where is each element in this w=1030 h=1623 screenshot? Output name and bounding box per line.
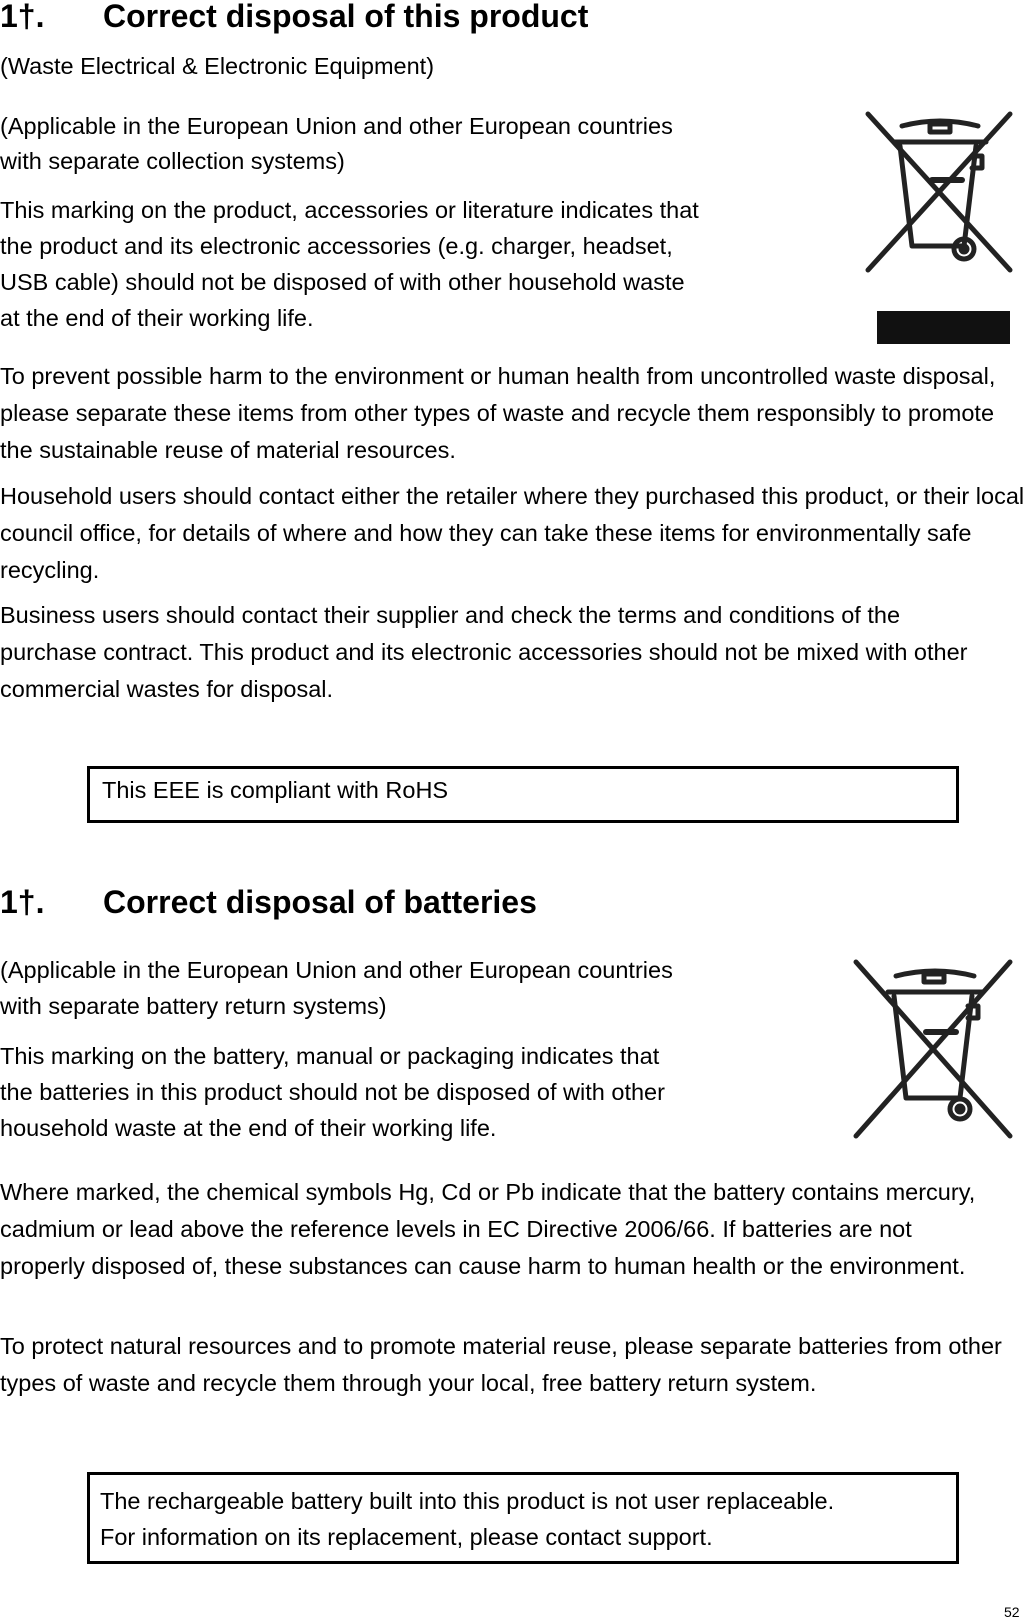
section-1-number: 1†. [0,0,45,34]
section-1-household-paragraph: Household users should contact either the retailer where they purchased this product, or their local council office, for details of where and how they can take these items for environmentally safe recycling. [0,483,1025,583]
weee-bar [877,311,1010,344]
section-1-applicable-line-2: with separate collection systems) [0,148,345,174]
section-2-marking-line-2: the batteries in this product should not be disposed of with other [0,1079,665,1105]
section-1-marking-line-3: USB cable) should not be disposed of with other household waste [0,269,685,295]
section-2-applicable-line-2: with separate battery return systems) [0,993,387,1019]
section-2-marking-line-1: This marking on the battery, manual or packaging indicates that [0,1043,660,1069]
section-1-marking-line-2: the product and its electronic accessories (e.g. charger, headset, [0,233,673,259]
section-2-heading [0,884,537,920]
section-2-applicable-line-1: (Applicable in the European Union and other European countries [0,957,673,983]
page-number: 52 [1004,1604,1020,1620]
section-1-applicable-line-1: (Applicable in the European Union and other European countries [0,113,673,139]
battery-note-line-1: The rechargeable battery built into this product is not user replaceable. [100,1488,835,1514]
section-1-marking-line-1: This marking on the product, accessories or literature indicates that [0,197,699,223]
section-2-marking-line-3: household waste at the end of their working life. [0,1115,497,1141]
rohs-note-text: This EEE is compliant with RoHS [102,777,449,803]
section-2-chemical-paragraph: Where marked, the chemical symbols Hg, Cd or Pb indicate that the battery contains mercury, cadmium or lead above the reference levels in EC Directive 2006/66. If batteries are not properly disposed of, these substances can cause harm to human health or the environment. [0,1179,976,1279]
section-2-title: Correct disposal of batteries [103,884,537,920]
section-2-protect-paragraph: To protect natural resources and to promote material reuse, please separate batteries from other types of waste and recycle them through your local, free battery return system. [0,1333,1002,1396]
section-1-heading [0,0,588,34]
section-2-number: 1†. [0,884,45,920]
section-1-title: Correct disposal of this product [103,0,589,34]
section-1-subtitle: (Waste Electrical & Electronic Equipment) [0,53,435,79]
section-1-marking-line-4: at the end of their working life. [0,305,314,331]
battery-note-line-2: For information on its replacement, please contact support. [100,1524,713,1550]
crossed-out-wheelie-bin-icon [850,958,1020,1143]
section-1-prevent-paragraph: To prevent possible harm to the environment or human health from uncontrolled waste disposal, please separate these items from other types of waste and recycle them responsibly to promote the sustainable reuse of material resources. [0,363,996,463]
crossed-out-wheelie-bin-icon [860,108,1020,348]
battery-note-box [87,1472,959,1564]
rohs-note-box [87,766,959,823]
section-1-business-paragraph: Business users should contact their supplier and check the terms and conditions of the purchase contract. This product and its electronic accessories should not be mixed with other commercial wastes for disposal. [0,602,968,702]
